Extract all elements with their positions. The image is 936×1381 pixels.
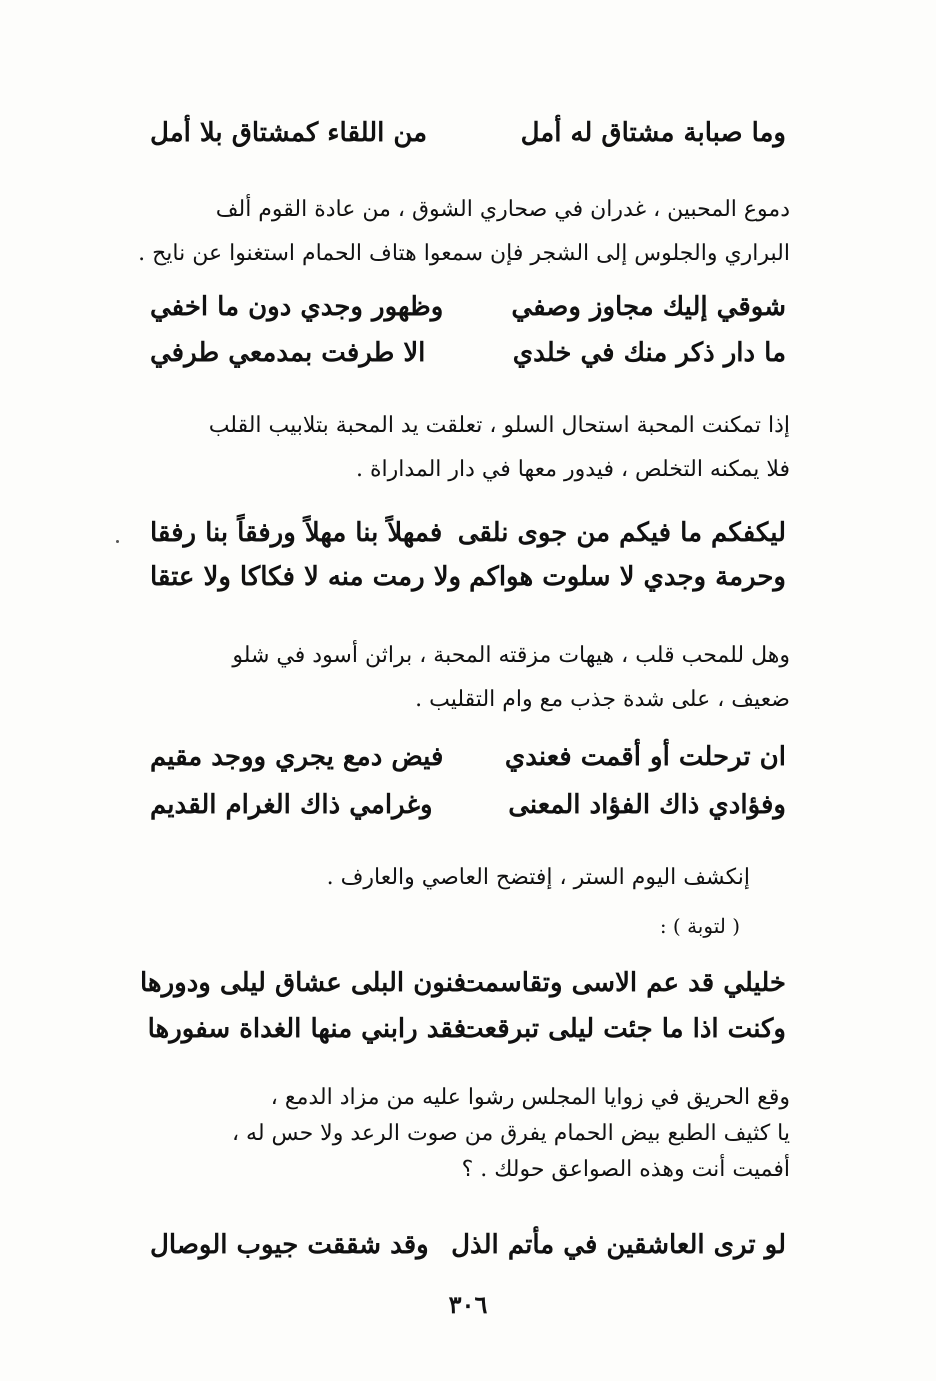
prose-paragraph [150,1080,790,1188]
prose-line: ضعيف ، على شدة جذب مع وام التقليب . [415,687,790,712]
hemistich-left: وغرامي ذاك الغرام القديم [150,790,433,820]
hemistich-left: فقد رابني منها الغداة سفورها [147,1014,466,1044]
hemistich-right: ان ترحلت أو أقمت فعندي [504,742,786,772]
hemistich-right: لو ترى العاشقين في مأتم الذل [451,1230,786,1260]
prose-line: البراري والجلوس إلى الشجر فإن سمعوا هتاف الحمام استغنوا عن نايح . [138,241,790,266]
prose-paragraph [150,404,790,492]
hemistich-right: وكنت اذا ما جئت ليلى تبرقعت [459,1014,786,1044]
verse-line [139,968,786,998]
hemistich-right: خليلي قد عم الاسى وتقاسمت [459,968,786,998]
verse-line [150,1230,786,1260]
prose-line: وقع الحريق في زوايا المجلس رشوا عليه من مزاد الدمع ، [270,1085,790,1110]
hemistich-right: وحرمة وجدي لا سلوت هواكم [469,562,786,592]
hemistich-left: وقد شققت جيوب الوصال [150,1230,429,1260]
hemistich-left: من اللقاء كمشتاق بلا أمل [150,118,428,148]
attribution: ( لتوبة ) : [659,914,740,938]
hemistich-left: فيض دمع يجري ووجد مقيم [150,742,444,772]
ink-speck [116,540,119,543]
hemistich-right: وما صبابة مشتاق له أمل [520,118,786,148]
verse-line [147,1014,786,1044]
hemistich-right: ليكفكم ما فيكم من جوى نلقى [457,518,786,548]
hemistich-left: فمهلاً بنا مهلاً ورفقاً بنا رفقا [150,518,443,548]
hemistich-left: فنون البلى عشاق ليلى ودورها [139,968,466,998]
verse-line [150,118,786,148]
prose-line: إذا تمكنت المحبة استحال السلو ، تعلقت يد المحبة بتلابيب القلب [208,413,790,438]
hemistich-left: وظهور وجدي دون ما اخفي [150,292,444,322]
prose-paragraph [138,188,790,276]
prose-line: دموع المحبين ، غدران في صحاري الشوق ، من عادة القوم ألف [215,197,790,222]
hemistich-left: ولا رمت منه لا فكاكا ولا عتقا [150,562,462,592]
verse-line [150,562,786,592]
hemistich-left: الا طرفت بمدمعي طرفي [150,338,426,368]
verse-line [150,790,786,820]
hemistich-right: وفؤادي ذاك الفؤاد المعنى [508,790,786,820]
prose-paragraph [150,634,790,722]
prose-line: إنكشف اليوم الستر ، إفتضح العاصي والعارف . [326,865,750,890]
prose-line: وهل للمحب قلب ، هيهات مزقته المحبة ، براثن أسود في شلو [232,643,790,668]
verse-line [150,292,786,322]
verse-line [150,518,786,548]
prose-line: يا كثيف الطبع بيض الحمام يفرق من صوت الرعد ولا حس له ، [231,1121,790,1146]
prose-line: فلا يمكنه التخلص ، فيدور معها في دار المداراة . [355,457,790,482]
verse-line [150,742,786,772]
hemistich-right: شوقي إليك مجاوز وصفي [511,292,786,322]
hemistich-right: ما دار ذكر منك في خلدي [512,338,786,368]
page-number: ٣٠٦ [448,1290,488,1319]
prose-line: أفميت أنت وهذه الصواعق حولك . ؟ [461,1157,790,1182]
prose-paragraph [150,856,790,900]
verse-line [150,338,786,368]
